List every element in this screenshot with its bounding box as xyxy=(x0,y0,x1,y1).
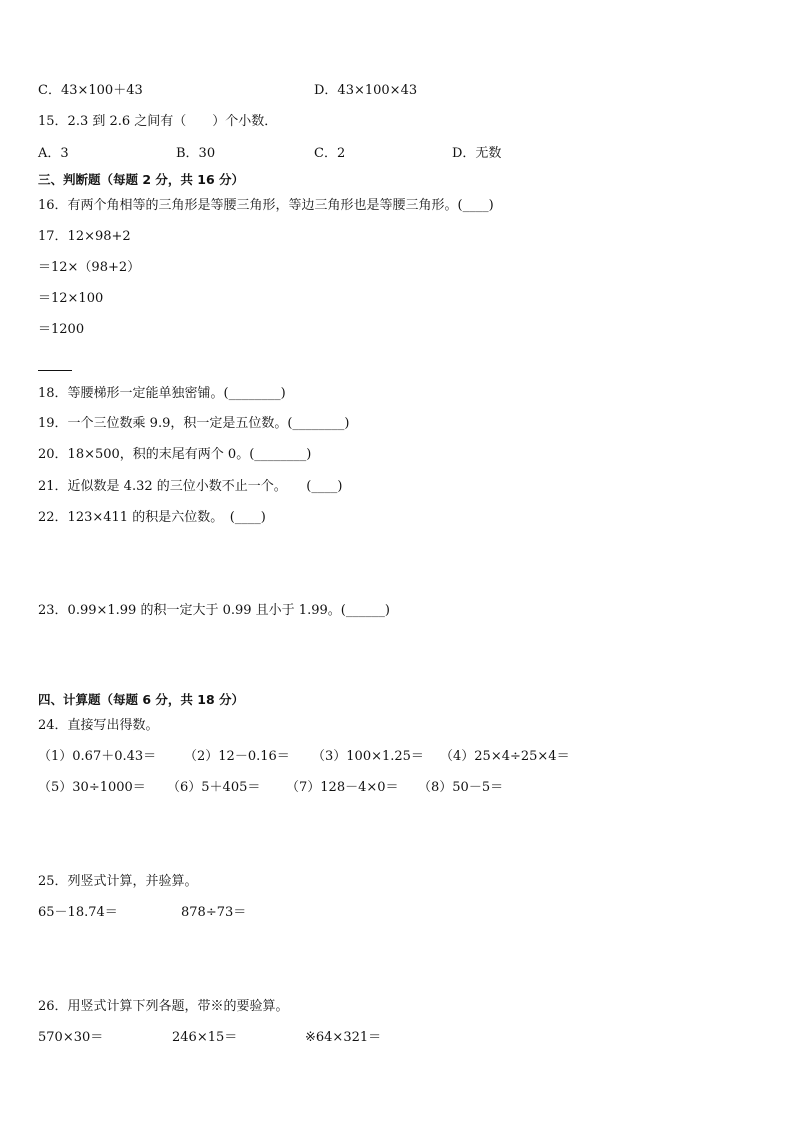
q19: 19．一个三位数乘 9.9，积一定是五位数。(________) xyxy=(38,416,350,431)
q24-item-8: （8）50－5＝ xyxy=(418,780,504,795)
q17-line-2: ＝12×（98+2） xyxy=(38,260,141,275)
section-4-heading: 四、计算题（每题 6 分，共 18 分） xyxy=(38,692,245,707)
q15-option-c: C．2 xyxy=(314,146,346,161)
q17-line-3: ＝12×100 xyxy=(38,291,104,306)
q24-item-3: （3）100×1.25＝ xyxy=(312,749,424,764)
q15-option-b: B．30 xyxy=(176,146,216,161)
q24-item-2: （2）12－0.16＝ xyxy=(184,749,290,764)
q26-title: 26．用竖式计算下列各题，带※的要验算。 xyxy=(38,999,289,1014)
q14-option-c: C．43×100＋43 xyxy=(38,83,143,98)
q21: 21．近似数是 4.32 的三位小数不止一个。 (____) xyxy=(38,479,343,494)
q26-item-3: ※64×321＝ xyxy=(305,1030,382,1045)
q15-option-d: D．无数 xyxy=(452,146,502,161)
q14-option-d: D．43×100×43 xyxy=(314,83,418,98)
q24-title: 24．直接写出得数。 xyxy=(38,718,159,733)
q15-stem: 15．2.3 到 2.6 之间有（ ）个小数． xyxy=(38,114,278,129)
q24-item-4: （4）25×4÷25×4＝ xyxy=(440,749,570,764)
q24-item-7: （7）128－4×0＝ xyxy=(286,780,399,795)
q16: 16．有两个角相等的三角形是等腰三角形，等边三角形也是等腰三角形。(____) xyxy=(38,198,494,213)
q17-answer-blank xyxy=(38,370,72,371)
q24-item-1: （1）0.67＋0.43＝ xyxy=(38,749,157,764)
q15-option-a: A．3 xyxy=(38,146,69,161)
q20: 20．18×500，积的末尾有两个 0。(________) xyxy=(38,447,312,462)
q17-line-4: ＝1200 xyxy=(38,322,85,337)
q22: 22．123×411 的积是六位数。 (____) xyxy=(38,510,266,525)
section-3-heading: 三、判断题（每题 2 分，共 16 分） xyxy=(38,172,245,187)
q26-item-1: 570×30＝ xyxy=(38,1030,104,1045)
q23: 23．0.99×1.99 的积一定大于 0.99 且小于 1.99。(______) xyxy=(38,603,390,618)
q18: 18．等腰梯形一定能单独密铺。(________) xyxy=(38,386,286,401)
q24-item-5: （5）30÷1000＝ xyxy=(38,780,146,795)
q17-line-1: 17．12×98+2 xyxy=(38,229,131,244)
q25-title: 25．列竖式计算，并验算。 xyxy=(38,874,198,889)
q25-item-2: 878÷73＝ xyxy=(181,905,247,920)
q25-item-1: 65－18.74＝ xyxy=(38,905,118,920)
q24-item-6: （6）5＋405＝ xyxy=(167,780,261,795)
q26-item-2: 246×15＝ xyxy=(172,1030,238,1045)
